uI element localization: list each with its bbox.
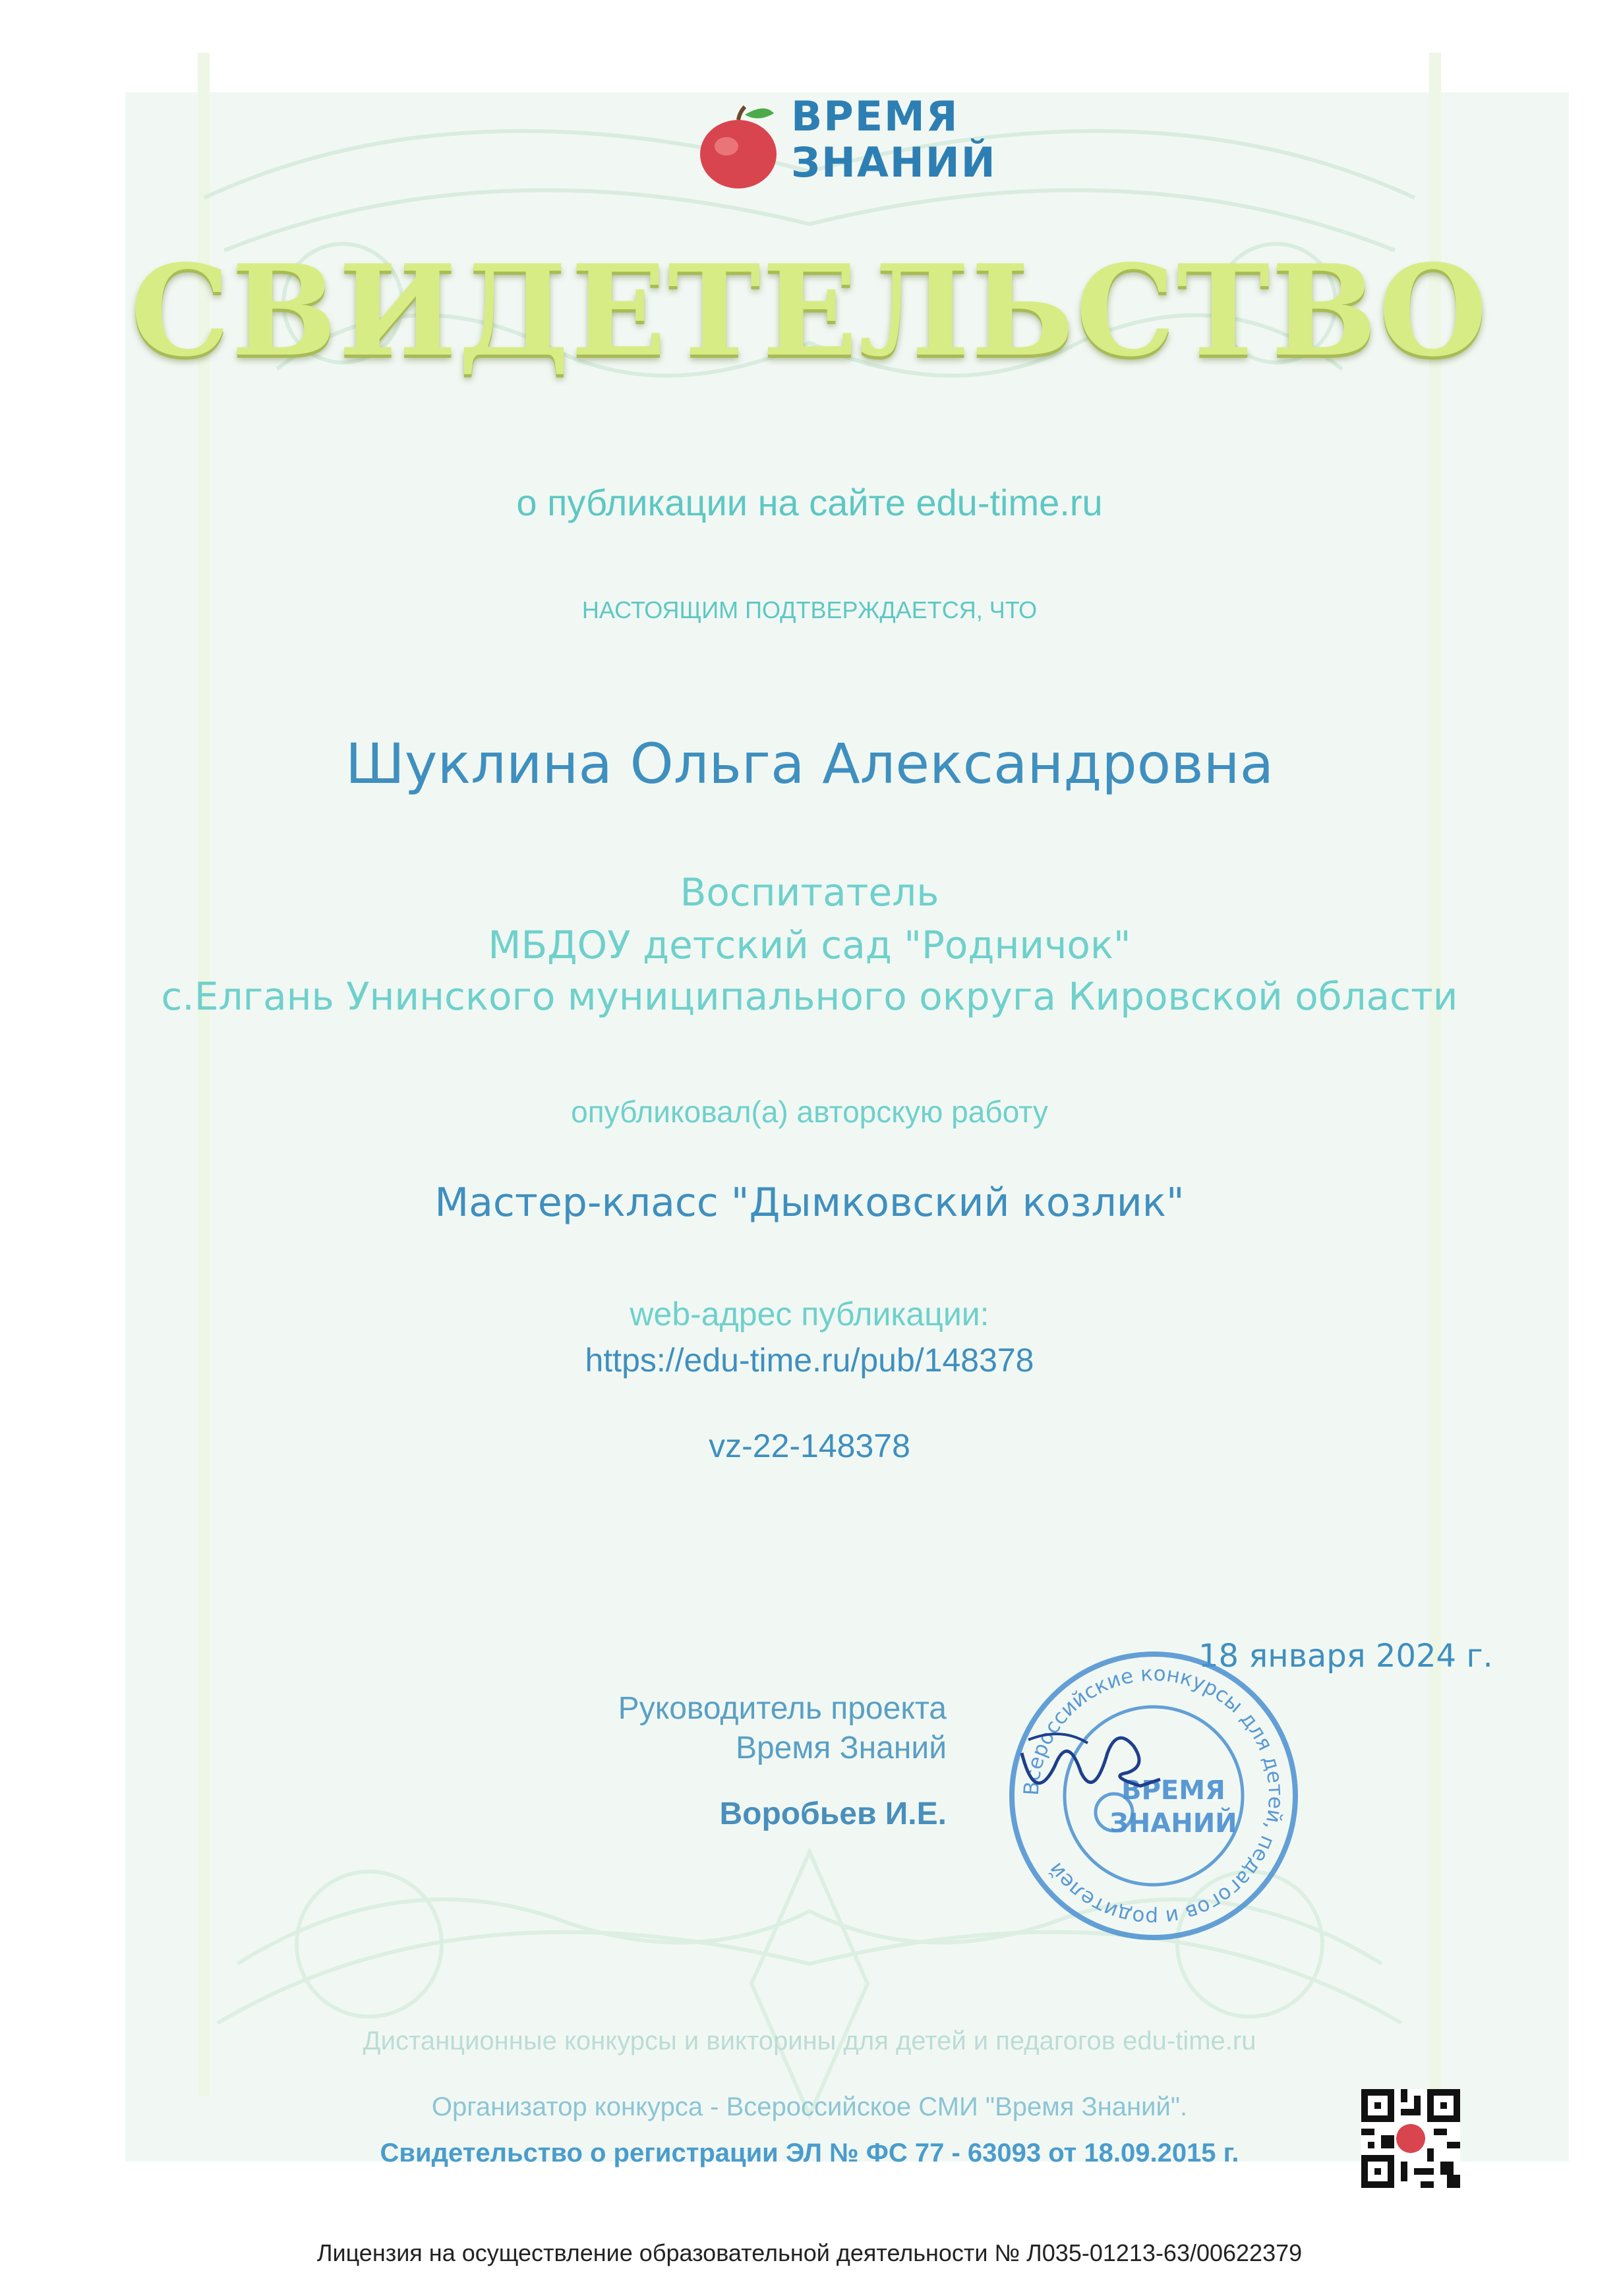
logo-line1: ВРЕМЯ	[791, 92, 959, 140]
license-text: Лицензия на осуществление образовательной деятельности № Л035-01213-63/00622379	[316, 2239, 1303, 2266]
issue-date: 18 января 2024 г.	[1198, 1638, 1493, 1675]
footer-registration: Свидетельство о регистрации ЭЛ № ФС 77 - 63093 от 18.09.2015 г.	[380, 2138, 1239, 2167]
apple-icon	[692, 100, 784, 192]
footer-line1: Дистанционные конкурсы и викторины для детей и педагогов edu-time.ru	[363, 2026, 1256, 2055]
qr-code[interactable]	[1361, 2089, 1460, 2188]
signatory-role-line1: Руководитель проекта	[618, 1691, 947, 1726]
logo-line2: ЗНАНИЙ	[791, 138, 997, 187]
web-address-label: web-адрес публикации:	[630, 1296, 989, 1333]
recipient-organization: МБДОУ детский сад "Родничок"	[488, 923, 1131, 967]
signature	[1009, 1713, 1167, 1819]
stamp-ring-text: Всероссийские конкурсы для детей, педагогов и родителей	[1019, 1661, 1288, 1930]
confirmation-text: НАСТОЯЩИМ ПОДТВЕРЖДАЕТСЯ, ЧТО	[581, 596, 1038, 623]
signatory-name: Воробьев И.Е.	[719, 1796, 947, 1831]
recipient-location: с.Елгань Унинского муниципального округа Кировской области	[161, 974, 1458, 1019]
qr-apple-icon	[1396, 2124, 1425, 2153]
footer-line2: Организатор конкурса - Всероссийское СМИ "Время Знаний".	[431, 2092, 1188, 2121]
signatory-role-line2: Время Знаний	[735, 1731, 947, 1765]
work-title: Мастер-класс "Дымковский козлик"	[434, 1180, 1185, 1226]
stamp-center-line2: ЗНАНИЙ	[1109, 1808, 1237, 1839]
subtitle: о публикации на сайте edu-time.ru	[516, 482, 1103, 523]
publication-code: vz-22-148378	[709, 1427, 910, 1464]
published-text: опубликовал(а) авторскую работу	[571, 1095, 1048, 1129]
certificate-title: СВИДЕТЕЛЬСТВО	[130, 237, 1489, 384]
publication-url[interactable]: https://edu-time.ru/pub/148378	[585, 1342, 1034, 1379]
stamp-center-line1: ВРЕМЯ	[1121, 1775, 1225, 1806]
recipient-name: Шуклина Ольга Александровна	[345, 732, 1274, 796]
brand-logo	[692, 86, 997, 198]
recipient-position: Воспитатель	[680, 870, 939, 915]
